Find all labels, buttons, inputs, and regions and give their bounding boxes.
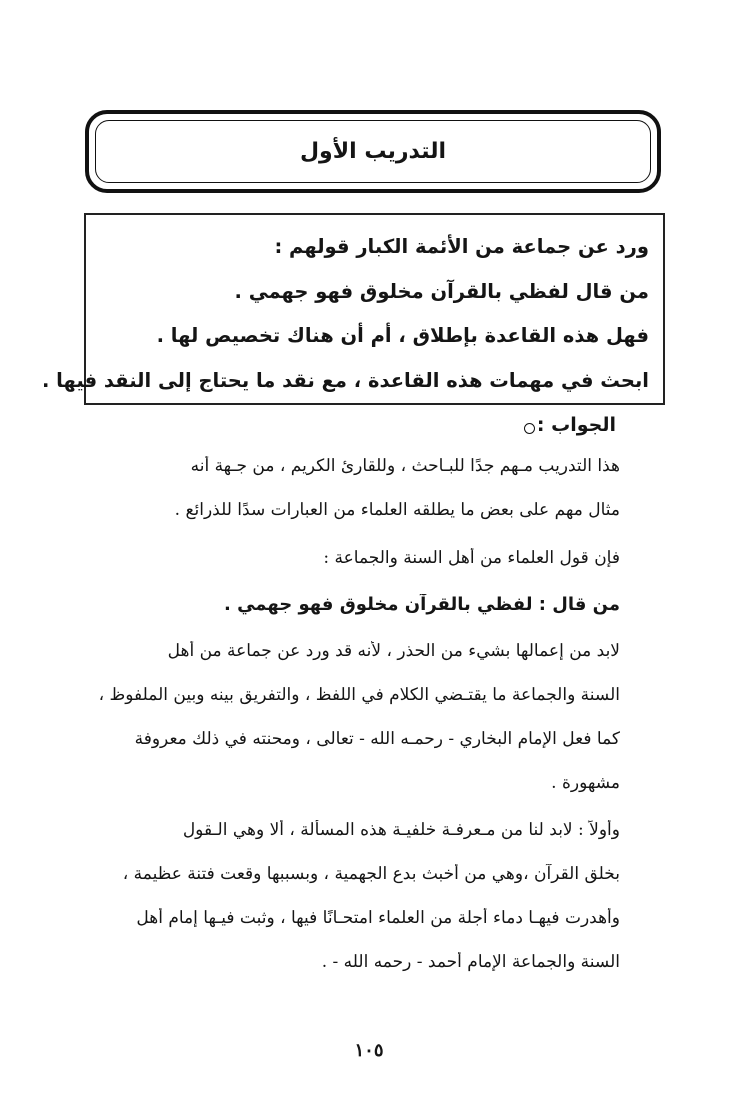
answer-line: لابد من إعمالها بشيء من الحذر ، لأنه قد ورد عن جماعة من أهل — [167, 641, 620, 661]
answer-line: مشهورة . — [551, 773, 620, 793]
answer-line: هذا التدريب مـهم جدًا للبـاحث ، وللقارئ الكريم ، من جـهة أنه — [190, 456, 620, 476]
circle-bullet-icon — [524, 423, 535, 434]
answer-line: السنة والجماعة ما يقتـضي الكلام في اللفظ ، والتفريق بينه وبين الملفوظ ، — [98, 685, 620, 705]
exercise-title: التدريب الأول — [299, 139, 447, 164]
title-inner-border — [95, 120, 651, 183]
answer-line: وأولاً : لابد لنا من مـعرفـة خلفيـة هذه المسألة ، ألا وهي الـقول — [182, 820, 620, 840]
page-number: ١٠٥ — [354, 1040, 384, 1061]
answer-line: فإن قول العلماء من أهل السنة والجماعة : — [323, 548, 620, 568]
question-line: ابحث في مهمات هذه القاعدة ، مع نقد ما يحتاج إلى النقد فيها . — [41, 368, 649, 392]
answer-line: وأُهدرت فيهـا دماء أجلة من العلماء امتحـانًا فيها ، وثبت فيـها إمام أهل — [136, 908, 620, 928]
answer-line: بخلق القرآن ،وهي من أخبث بدع الجهمية ، وبسببها وقعت فتنة عظيمة ، — [122, 864, 620, 884]
answer-line: كما فعل الإمام البخاري - رحمـه الله - تعالى ، ومحنته في ذلك معروفة — [134, 729, 620, 749]
question-line: فهل هذه القاعدة بإطلاق ، أم أن هناك تخصيص لها . — [156, 324, 649, 347]
answer-heading-label: الجواب : — [536, 414, 616, 436]
question-line: ورد عن جماعة من الأئمة الكبار قولهم : — [274, 235, 649, 258]
title-frame — [85, 110, 661, 193]
answer-line: مثال مهم على بعض ما يطلقه العلماء من العبارات سدًا للذرائع . — [174, 500, 620, 520]
answer-heading — [524, 408, 616, 442]
answer-line: السنة والجماعة الإمام أحمد - رحمه الله - . — [321, 952, 620, 972]
question-box — [41, 213, 665, 405]
answer-line: من قال : لفظي بالقرآن مخلوق فهو جهمي . — [223, 594, 620, 615]
question-line: من قال لفظي بالقرآن مخلوق فهو جهمي . — [234, 279, 649, 303]
